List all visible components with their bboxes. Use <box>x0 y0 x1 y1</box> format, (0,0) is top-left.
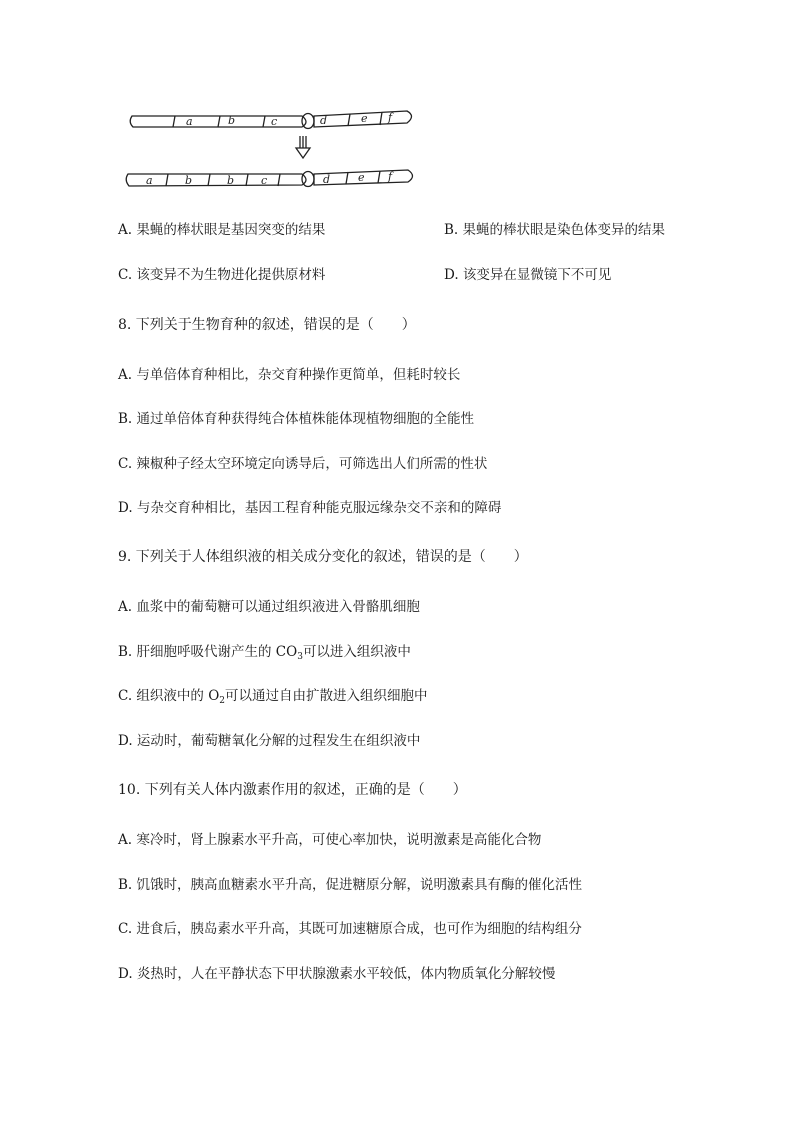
top-gene-d: d <box>320 114 328 127</box>
chromosome-diagram <box>120 96 420 196</box>
bottom-gene-a: a <box>146 174 153 187</box>
top-gene-b: b <box>228 114 236 127</box>
q10-option-d: D. 炎热时，人在平静状态下甲状腺激素水平较低，体内物质氧化分解较慢 <box>118 966 556 982</box>
q8-option-c: C. 辣椒种子经太空环境定向诱导后，可筛选出人们所需的性状 <box>118 456 488 472</box>
top-gene-c: c <box>271 115 278 128</box>
q8-stem: 8. 下列关于生物育种的叙述，错误的是（ ） <box>118 317 416 333</box>
top-gene-a: a <box>186 115 193 128</box>
bottom-centromere <box>302 172 314 187</box>
q9-option-a: A. 血浆中的葡萄糖可以通过组织液进入骨骼肌细胞 <box>118 599 420 615</box>
bottom-gene-d: d <box>323 173 331 186</box>
q7-option-d: D. 该变异在显微镜下不可见 <box>444 267 612 283</box>
top-gene-f: f <box>388 111 393 124</box>
q9-option-d: D. 运动时，葡萄糖氧化分解的过程发生在组织液中 <box>118 733 421 749</box>
q10-option-c: C. 进食后，胰岛素水平升高，其既可加速糖原合成，也可作为细胞的结构组分 <box>118 921 582 937</box>
q7-option-a: A. 果蝇的棒状眼是基因突变的结果 <box>118 222 326 238</box>
chromosome-figure <box>120 96 420 196</box>
q8-option-b: B. 通过单倍体育种获得纯合体植株能体现植物细胞的全能性 <box>118 411 475 427</box>
q7-option-c: C. 该变异不为生物进化提供原材料 <box>118 267 326 283</box>
q9-option-b: B. 肝细胞呼吸代谢产生的 $CO_3$可以进入组织液中 <box>118 644 411 662</box>
q10-option-b: B. 饥饿时，胰高血糖素水平升高，促进糖原分解，说明激素具有酶的催化活性 <box>118 877 583 893</box>
q10-stem: 10. 下列有关人体内激素作用的叙述，正确的是（ ） <box>118 782 467 798</box>
top-centromere <box>302 114 314 129</box>
top-gene-e: e <box>361 112 368 125</box>
bottom-gene-f: f <box>388 170 393 183</box>
bottom-gene-b2: b <box>227 174 235 187</box>
bottom-gene-c: c <box>261 174 268 187</box>
q8-option-d: D. 与杂交育种相比，基因工程育种能克服远缘杂交不亲和的障碍 <box>118 500 502 516</box>
down-arrow-icon <box>296 148 310 158</box>
bottom-gene-e: e <box>358 171 365 184</box>
q7-option-b: B. 果蝇的棒状眼是染色体变异的结果 <box>444 222 666 238</box>
q10-option-a: A. 寒冷时，肾上腺素水平升高，可使心率加快，说明激素是高能化合物 <box>118 832 542 848</box>
q9-option-c: C. 组织液中的 $O_2$可以通过自由扩散进入组织细胞中 <box>118 688 428 706</box>
q8-option-a: A. 与单倍体育种相比，杂交育种操作更简单，但耗时较长 <box>118 367 461 383</box>
arrow-shaft <box>300 136 306 148</box>
q9-stem: 9. 下列关于人体组织液的相关成分变化的叙述，错误的是（ ） <box>118 549 528 565</box>
bottom-gene-b1: b <box>185 174 193 187</box>
